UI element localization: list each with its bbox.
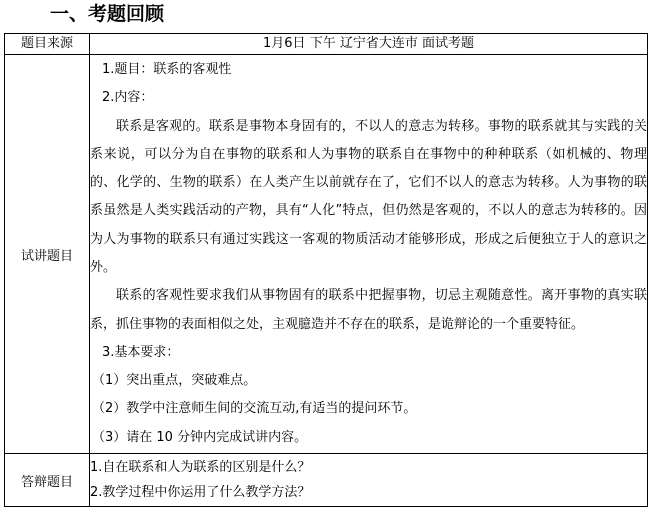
defense-label: 答辩题目 — [5, 454, 90, 507]
requirements-title: 3.基本要求： — [102, 344, 180, 360]
source-row — [5, 34, 648, 55]
content-paragraph-1: 联系是客观的。联系是事物本身固有的，不以人的意志为转移。事物的联系就其与实践的关系来说，可以分为自在事物的联系和人为事物的联系自在事物中的种种联系（如机械的、物理的、化学的、生物的联系）在人类产生以前就存在了，它们不以人的意志为转移。人为事物的联系虽然是人类实践活动的产物，具有“人化”特点，但仍然是客观的，不以人的意志为转移的。因为人为事物的联系只有通过实践这一客观的物质活动才能够形成，形成之后便独立于人的意识之外。 — [90, 118, 647, 275]
exam-table — [4, 33, 648, 507]
lecture-label: 试讲题目 — [5, 55, 90, 454]
defense-content — [90, 454, 648, 507]
section-heading: 一、考题回顾 — [50, 3, 165, 25]
defense-row — [5, 454, 648, 507]
lecture-topic: 1.题目：联系的客观性 — [102, 61, 232, 77]
content-paragraph-2: 联系的客观性要求我们从事物固有的联系中把握事物，切忌主观随意性。离开事物的真实联系，抓住事物的表面相似之处，主观臆造并不存在的联系，是诡辩论的一个重要特征。 — [90, 288, 647, 332]
lecture-content — [90, 55, 648, 454]
content-title: 2.内容： — [102, 90, 154, 106]
requirement-item: （1）突出重点，突破难点。 — [92, 373, 257, 389]
defense-question: 1.自在联系和人为联系的区别是什么？ — [90, 460, 311, 475]
source-label: 题目来源 — [5, 34, 90, 55]
requirement-item: （3）请在 10 分钟内完成试讲内容。 — [92, 429, 308, 445]
defense-question: 2.教学过程中你运用了什么教学方法？ — [90, 485, 311, 500]
lecture-row — [5, 55, 648, 454]
source-value: 1月6日 下午 辽宁省大连市 面试考题 — [90, 34, 648, 55]
requirement-item: （2）教学中注意师生间的交流互动,有适当的提问环节。 — [92, 401, 417, 417]
